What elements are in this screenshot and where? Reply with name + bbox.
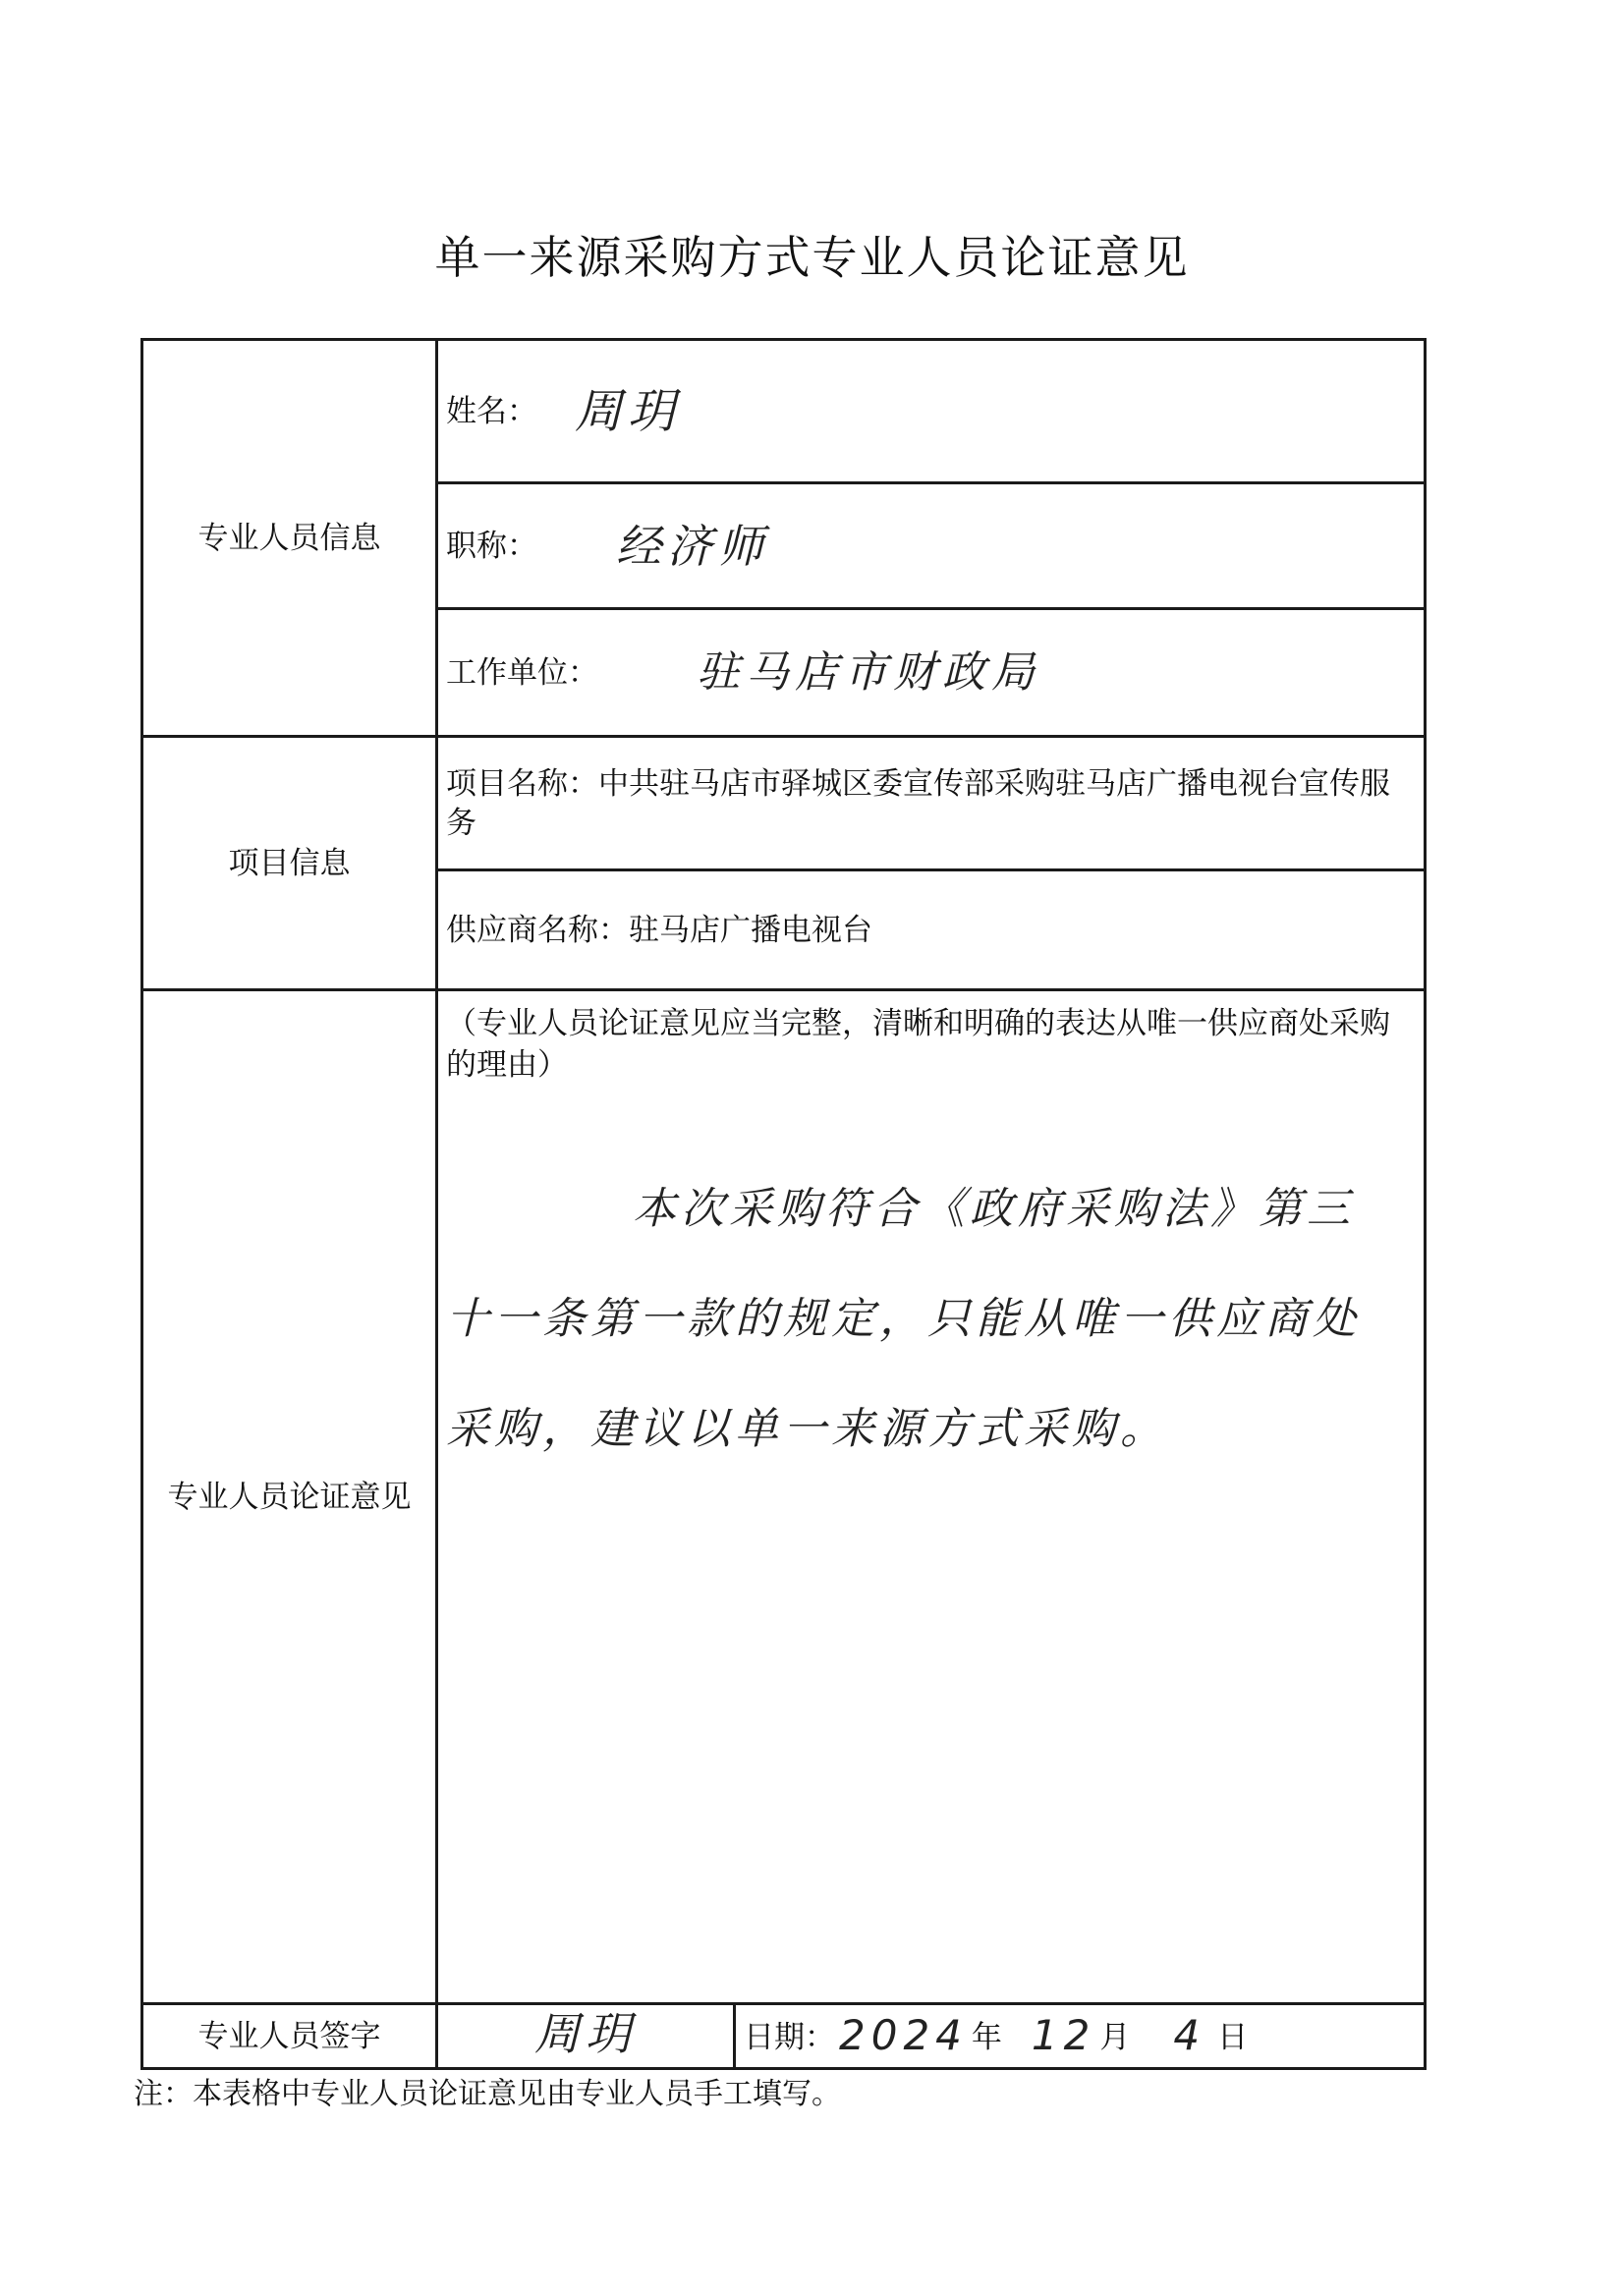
unit-handwritten: 驻马店市财政局 bbox=[697, 647, 1040, 699]
date-month-unit: 月 bbox=[1099, 2019, 1131, 2055]
signature-row bbox=[142, 2004, 1426, 2069]
date-year: 2024 bbox=[839, 2010, 968, 2059]
unit-label: 工作单位： bbox=[446, 655, 598, 692]
project-section-label: 项目信息 bbox=[142, 737, 437, 990]
date-cell bbox=[735, 2004, 1426, 2069]
name-row bbox=[142, 340, 1426, 483]
name-label: 姓名： bbox=[446, 394, 537, 430]
date-day: 4 bbox=[1173, 2010, 1206, 2059]
signature-cell bbox=[437, 2004, 735, 2069]
argument-form-table bbox=[140, 338, 1427, 2070]
opinion-hint: （专业人员论证意见应当完整，清晰和明确的表达从唯一供应商处采购的理由） bbox=[446, 1006, 1390, 1083]
signature-handwritten: 周玥 bbox=[534, 2006, 637, 2060]
name-cell bbox=[437, 340, 1426, 483]
opinion-cell bbox=[437, 990, 1426, 2004]
date-year-unit: 年 bbox=[971, 2019, 1002, 2055]
signature-label: 专业人员签字 bbox=[142, 2004, 437, 2069]
footnote: 注：本表格中专业人员论证意见由专业人员手工填写。 bbox=[134, 2077, 841, 2111]
page-title: 单一来源采购方式专业人员论证意见 bbox=[434, 231, 1190, 284]
opinion-section-label: 专业人员论证意见 bbox=[142, 990, 437, 2004]
title-handwritten: 经济师 bbox=[616, 520, 769, 574]
name-handwritten: 周玥 bbox=[575, 384, 682, 440]
project-name-cell: 项目名称：中共驻马店市驿城区委宣传部采购驻马店广播电视台宣传服务 bbox=[437, 737, 1426, 870]
opinion-row bbox=[142, 990, 1426, 2004]
date-day-unit: 日 bbox=[1217, 2019, 1249, 2055]
supplier-name-cell: 供应商名称：驻马店广播电视台 bbox=[437, 870, 1426, 990]
opinion-handwritten: 本次采购符合《政府采购法》第三十一条第一款的规定，只能从唯一供应商处采购，建议以单一来源方式采购。 bbox=[446, 1184, 1361, 1454]
unit-cell bbox=[437, 609, 1426, 737]
date-label: 日期： bbox=[744, 2019, 835, 2055]
project-name-row bbox=[142, 737, 1426, 870]
personnel-section-label: 专业人员信息 bbox=[142, 340, 437, 737]
title-cell bbox=[437, 483, 1426, 609]
date-month: 12 bbox=[1031, 2010, 1096, 2059]
title-label: 职称： bbox=[446, 529, 537, 565]
